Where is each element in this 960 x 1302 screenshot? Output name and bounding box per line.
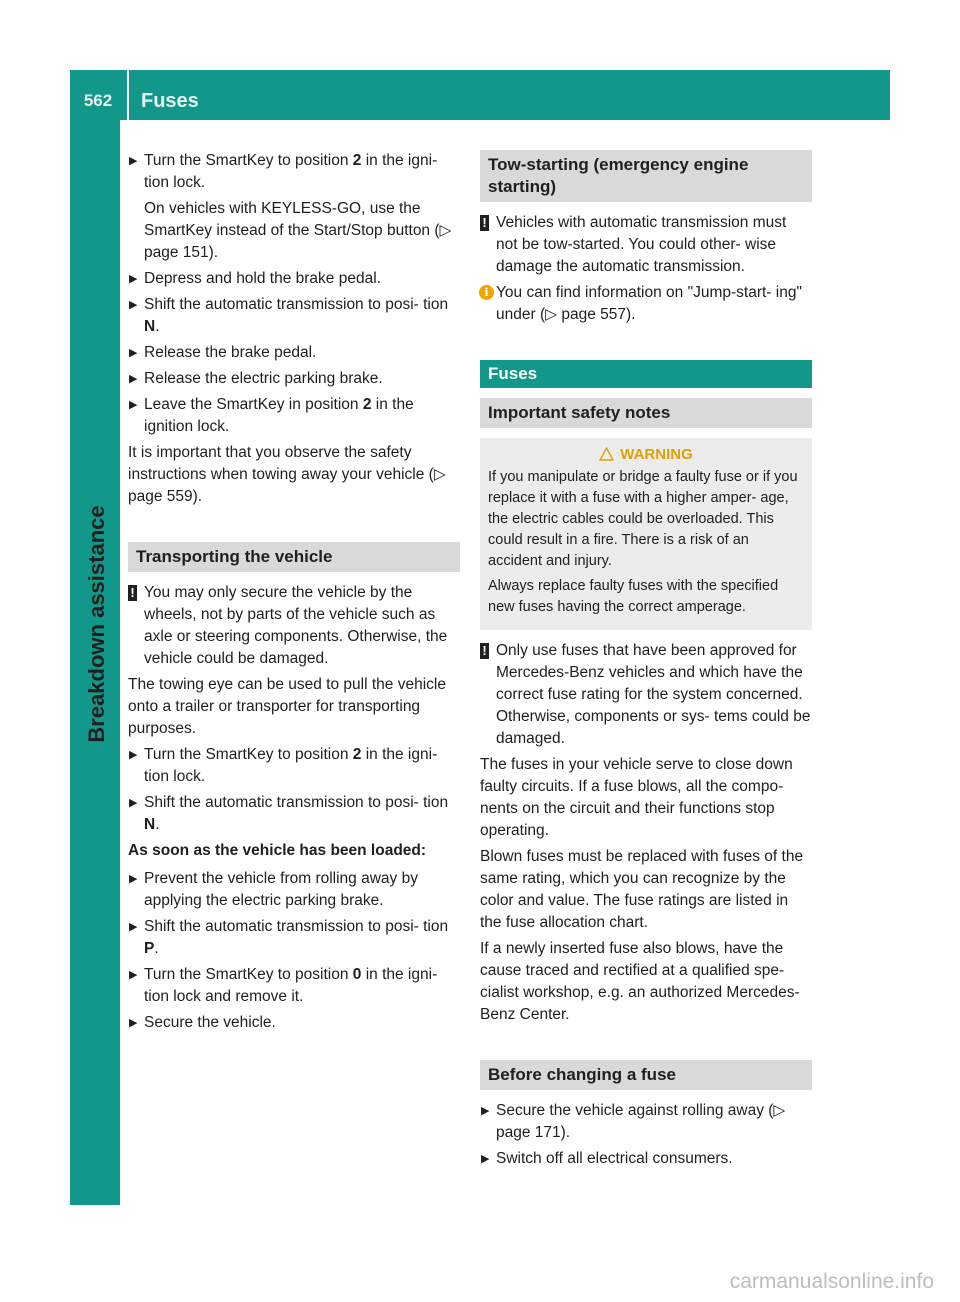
arrow-icon: ▶	[129, 373, 138, 385]
section-heading: Before changing a fuse	[480, 1060, 812, 1090]
step-item: ▶ Prevent the vehicle from rolling away by applying the electric parking brake.	[129, 870, 418, 909]
warning-label: WARNING	[620, 446, 693, 463]
section-heading: Tow-starting (emergency engine starting)	[480, 150, 812, 202]
warning-triangle-icon	[599, 447, 614, 461]
arrow-icon: ▶	[129, 1017, 138, 1029]
arrow-icon: ▶	[129, 299, 138, 311]
warning-text: If you manipulate or bridge a faulty fuse or if you replace it with a fuse with a higher amper- age, the electric cables could be overloaded. This could result in a fire. There is a risk of an accident and injury.	[488, 469, 798, 569]
step-item: ▶ Secure the vehicle against rolling away (▷ page 171).	[481, 1102, 786, 1141]
step-item: ▶ Turn the SmartKey to position 2 in the igni- tion lock.	[129, 152, 438, 191]
exclamation-icon: !	[480, 643, 489, 659]
arrow-icon: ▶	[129, 399, 138, 411]
body-paragraph: The towing eye can be used to pull the vehicle onto a trailer or transporter for transporting purposes.	[128, 676, 446, 737]
warning-header	[488, 444, 804, 465]
step-item: ▶ Depress and hold the brake pedal.	[128, 268, 460, 290]
arrow-icon: ▶	[129, 797, 138, 809]
step-subtext: On vehicles with KEYLESS-GO, use the SmartKey instead of the Start/Stop button (▷ page 151).	[144, 200, 452, 261]
section-heading: Important safety notes	[480, 398, 812, 428]
caution-note: ! Vehicles with automatic transmission must not be tow-started. You could other- wise damage the automatic transmission.	[480, 212, 812, 278]
body-paragraph: The fuses in your vehicle serve to close down faulty circuits. If a fuse blows, all the compo- nents on the circuit and their functions stop operating.	[480, 756, 793, 839]
body-paragraph: Blown fuses must be replaced with fuses of the same rating, which you can recognize by the color and value. The fuse ratings are listed in the fuse allocation chart.	[480, 848, 804, 931]
step-item: ▶ Shift the automatic transmission to posi- tion N.	[129, 296, 449, 335]
info-note: i You can find information on "Jump-start- ing" under (▷ page 557).	[480, 282, 812, 326]
step-item: ▶ Release the brake pedal.	[128, 342, 460, 364]
step-item: ▶ Leave the SmartKey in position 2 in the ignition lock.	[129, 396, 414, 435]
step-item: ▶ Shift the automatic transmission to posi- tion N.	[129, 794, 449, 833]
step-item: ▶ Turn the SmartKey to position 0 in the igni- tion lock and remove it.	[129, 966, 438, 1005]
side-tab-label: Breakdown assistance	[84, 505, 109, 743]
watermark: carmanualsonline.info	[729, 1270, 934, 1293]
section-heading: Transporting the vehicle	[128, 542, 460, 572]
header-divider	[127, 70, 129, 120]
step-item: ▶ Turn the SmartKey to position 2 in the igni- tion lock.	[129, 746, 438, 785]
left-column	[128, 150, 460, 1038]
caution-note: ! Only use fuses that have been approved for Mercedes-Benz vehicles and which have the correct fuse rating for the system concerned. Otherwise, components or sys- tems could be damaged.	[480, 640, 812, 750]
caution-note: ! You may only secure the vehicle by the wheels, not by parts of the vehicle such as axle or steering components. Otherwise, the vehicle could be damaged.	[128, 582, 460, 670]
step-item: ▶ Release the electric parking brake.	[128, 368, 460, 390]
step-item: ▶ Secure the vehicle.	[128, 1012, 460, 1034]
arrow-icon: ▶	[129, 347, 138, 359]
arrow-icon: ▶	[129, 749, 138, 761]
right-column	[480, 150, 812, 1174]
exclamation-icon: !	[480, 215, 489, 231]
page-header	[70, 70, 890, 120]
info-icon: i	[479, 285, 494, 300]
arrow-icon: ▶	[481, 1153, 490, 1165]
page-title: Fuses	[141, 90, 199, 112]
arrow-icon: ▶	[129, 969, 138, 981]
arrow-icon: ▶	[129, 921, 138, 933]
chapter-heading: Fuses	[480, 360, 812, 388]
exclamation-icon: !	[128, 585, 137, 601]
arrow-icon: ▶	[481, 1105, 490, 1117]
subheading: As soon as the vehicle has been loaded:	[128, 842, 427, 859]
body-paragraph: It is important that you observe the safety instructions when towing away your vehicle (▷ page 559).	[128, 444, 446, 505]
warning-box	[480, 438, 812, 630]
step-item: ▶ Shift the automatic transmission to posi- tion P.	[129, 918, 449, 957]
arrow-icon: ▶	[129, 273, 138, 285]
page-number: 562	[83, 91, 113, 110]
step-item: ▶ Switch off all electrical consumers.	[480, 1148, 812, 1170]
body-paragraph: If a newly inserted fuse also blows, have the cause traced and rectified at a qualified spe- cialist workshop, e.g. an authorized Mercedes-Benz Center.	[480, 940, 800, 1023]
warning-text: Always replace faulty fuses with the specified new fuses having the correct amperage.	[488, 578, 779, 615]
arrow-icon: ▶	[129, 155, 138, 167]
arrow-icon: ▶	[129, 873, 138, 885]
